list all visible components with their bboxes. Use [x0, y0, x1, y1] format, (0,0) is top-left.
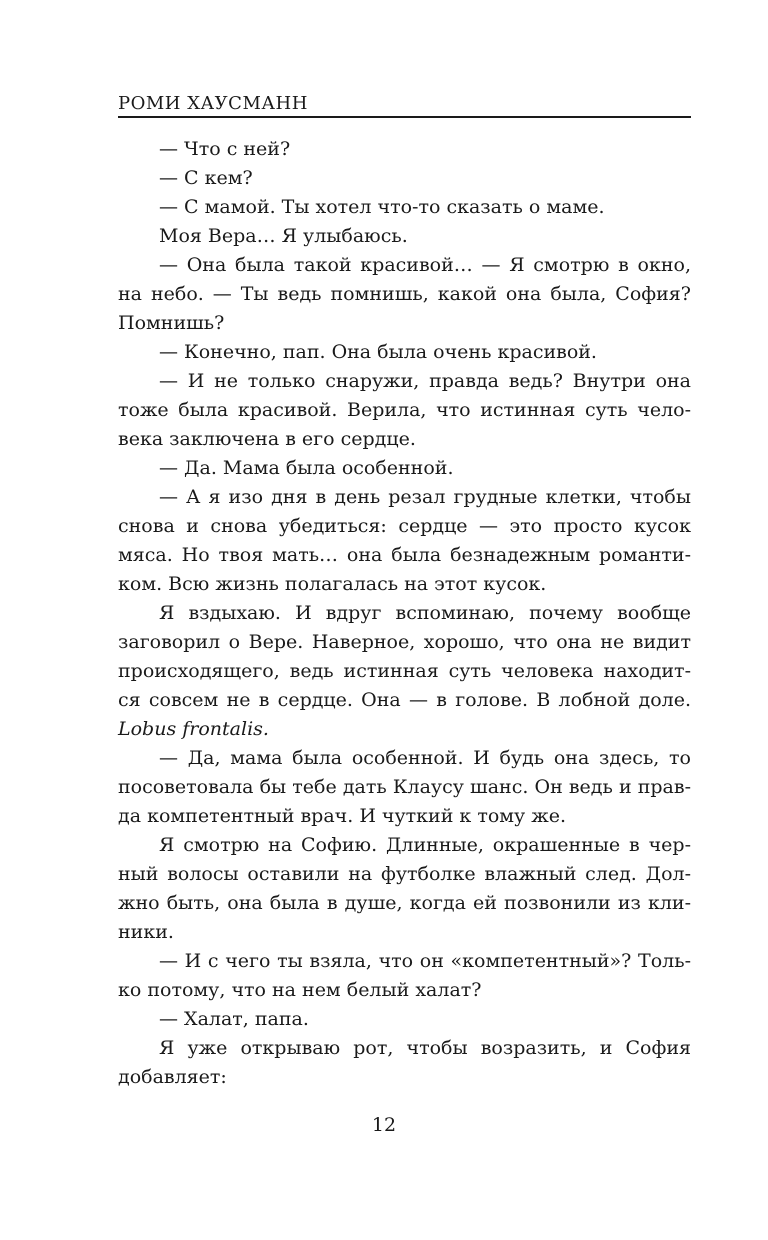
body-text — [118, 135, 691, 1092]
text-line: Я вздыхаю. И вдруг вспоминаю, почему вообще — [159, 602, 691, 624]
text-line: ком. Всю жизнь полагалась на этот кусок. — [118, 573, 547, 595]
text-line: — Да, мама была особенной. И будь она здесь, то — [159, 747, 691, 769]
text-line: ся совсем не в сердце. Она — в голове. В лобной доле. — [118, 689, 691, 711]
header-rule — [118, 116, 691, 118]
text-line: Я уже открываю рот, чтобы возразить, и София — [159, 1037, 691, 1059]
text-line: — С кем? — [159, 167, 253, 189]
text-line: ный волосы оставили на футболке влажный след. Дол- — [118, 863, 691, 885]
text-line: ко потому, что на нем белый халат? — [118, 979, 482, 1001]
text-line: снова и снова убедиться: сердце — это просто кусок — [118, 515, 691, 537]
text-line: мяса. Но твоя мать… она была безнадежным романти- — [118, 544, 691, 566]
text-line: добавляет: — [118, 1066, 227, 1088]
text-line: на небо. — Ты ведь помнишь, какой она была, София? — [118, 283, 691, 305]
text-line: — С мамой. Ты хотел что-то сказать о маме. — [159, 196, 605, 218]
text-line: — Что с ней? — [159, 138, 291, 160]
running-head: РОМИ ХАУСМАНН — [118, 93, 308, 114]
text-line: ники. — [118, 921, 174, 943]
text-line: Lobus frontalis. — [118, 718, 269, 740]
text-line: посоветовала бы тебе дать Клаусу шанс. Он ведь и прав- — [118, 776, 691, 798]
text-line: Моя Вера… Я улыбаюсь. — [159, 225, 408, 247]
text-line: века заключена в его сердце. — [118, 428, 416, 450]
text-line: жно быть, она была в душе, когда ей позвонили из кли- — [118, 892, 691, 914]
text-line: — А я изо дня в день резал грудные клетки, чтобы — [159, 486, 691, 508]
text-line: — Да. Мама была особенной. — [159, 457, 454, 479]
text-line: происходящего, ведь истинная суть человека находит- — [118, 660, 691, 682]
page-number: 12 — [371, 1114, 397, 1136]
text-line: — Халат, папа. — [159, 1008, 309, 1030]
text-line: Я смотрю на Софию. Длинные, окрашенные в чер- — [159, 834, 691, 856]
text-line: — И с чего ты взяла, что он «компетентный»? Толь- — [159, 950, 691, 972]
text-line: — И не только снаружи, правда ведь? Внутри она — [159, 370, 691, 392]
text-line: да компетентный врач. И чуткий к тому же. — [118, 805, 567, 827]
text-line: заговорил о Вере. Наверное, хорошо, что она не видит — [118, 631, 691, 653]
text-line: Помнишь? — [118, 312, 225, 334]
text-line: тоже была красивой. Верила, что истинная суть чело- — [118, 399, 691, 421]
text-line: — Конечно, пап. Она была очень красивой. — [159, 341, 597, 363]
text-line: — Она была такой красивой… — Я смотрю в окно, — [159, 254, 691, 276]
